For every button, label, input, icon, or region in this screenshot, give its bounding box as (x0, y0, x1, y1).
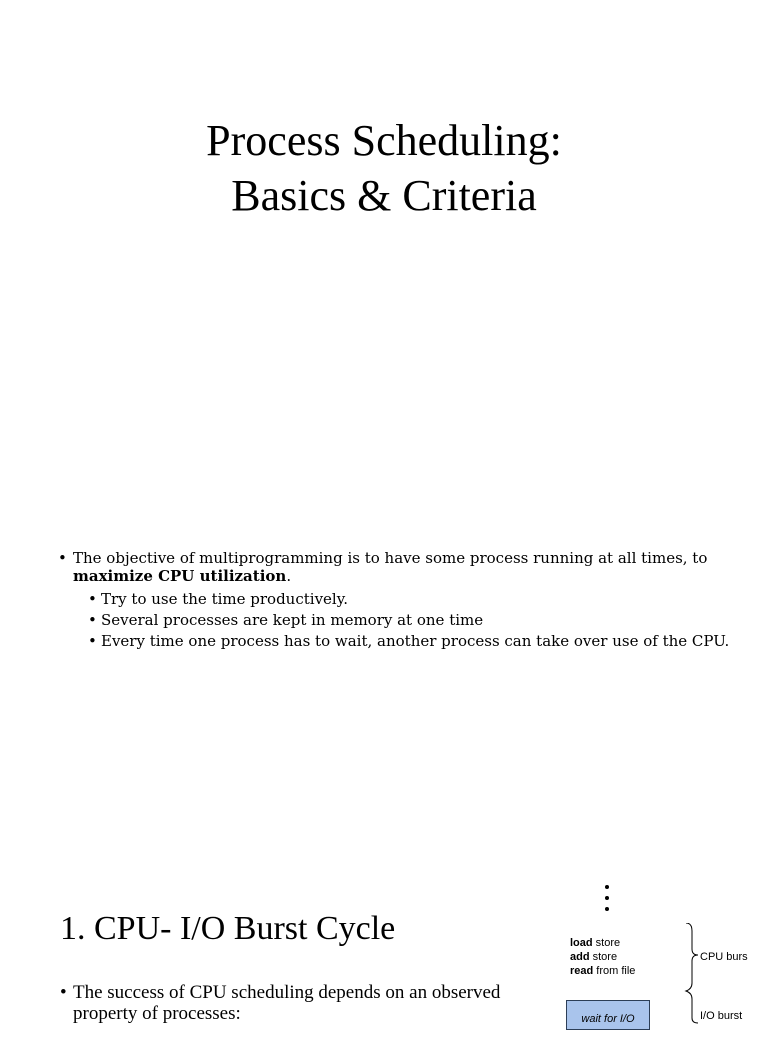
instruction-line: read from file (570, 965, 636, 977)
instruction-line: load store (570, 937, 621, 949)
sub-bullet: • Try to use the time productively. (58, 589, 738, 610)
objective-slide (0, 540, 768, 680)
cpu-burst-label: CPU burs (700, 951, 748, 963)
bullet-list (60, 982, 530, 1024)
sub-bullet: • Every time one process has to wait, another process can take over use of the CPU. (58, 631, 738, 652)
wait-for-io-box: wait for I/O (566, 1000, 650, 1030)
io-burst-label: I/O burst (700, 1010, 743, 1022)
instruction-list (570, 936, 635, 978)
title-line-1: Process Scheduling: (206, 116, 562, 165)
bullet-list (58, 549, 738, 652)
main-bullet (58, 549, 738, 585)
title-slide (0, 0, 768, 290)
bullet-item: • The success of CPU scheduling depends on an observed property of processes: (60, 982, 530, 1024)
dot (605, 907, 609, 911)
dot (605, 896, 609, 900)
main-bullet-bold: maximize CPU utilization (73, 567, 287, 585)
burst-cycle-slide (0, 875, 768, 1024)
main-bullet-end: . (286, 567, 292, 585)
sub-bullet-list (58, 589, 738, 652)
instruction-line: add store (570, 951, 618, 963)
curly-brace-icon (684, 923, 700, 1024)
dot (605, 885, 609, 889)
sub-bullet: • Several processes are kept in memory at one time (58, 610, 738, 631)
ellipsis-dots (605, 885, 611, 918)
main-bullet-text: The objective of multiprogramming is to have some process running at all times, to (73, 549, 708, 567)
title-line-2: Basics & Criteria (231, 171, 537, 220)
slide-title (0, 113, 768, 223)
slide-heading: 1. CPU- I/O Burst Cycle (60, 910, 396, 947)
